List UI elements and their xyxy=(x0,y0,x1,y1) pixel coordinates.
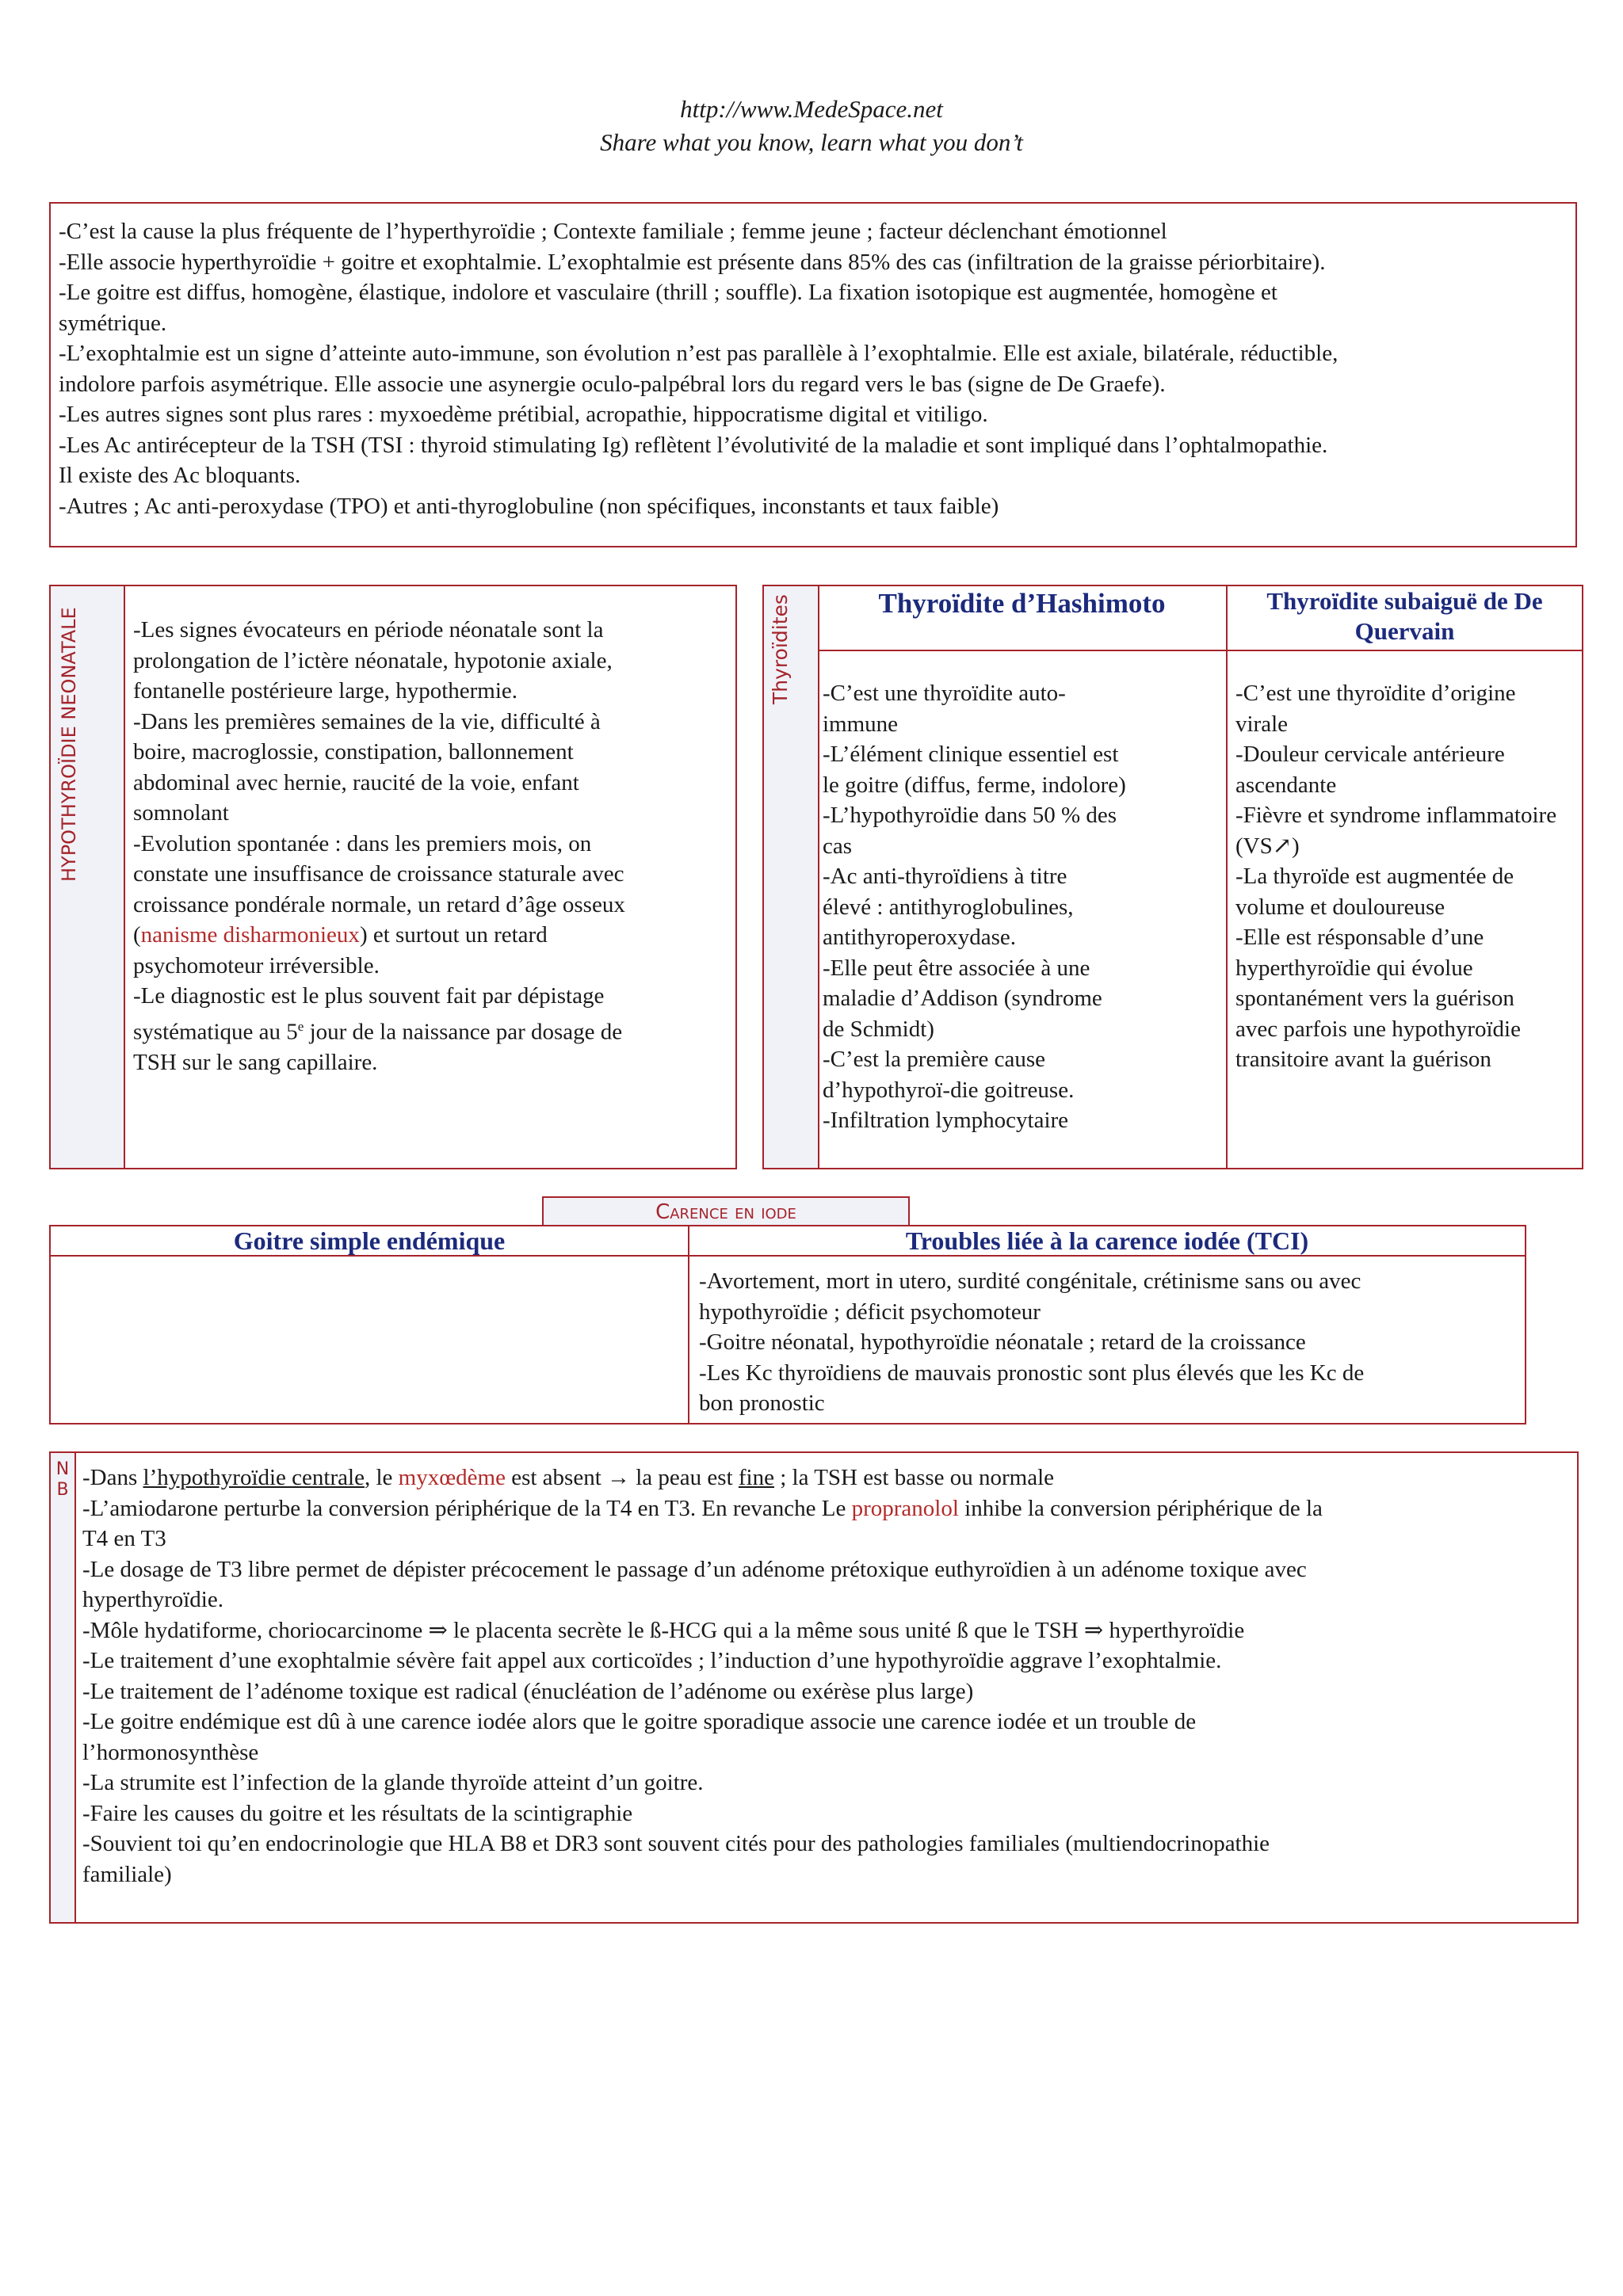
text-line xyxy=(133,920,735,951)
tci-header-cell xyxy=(689,1226,1525,1257)
nb-l2-a: -L’amiodarone perturbe la conversion périphérique de la T4 en T3. En revanche Le xyxy=(82,1495,852,1521)
header-url: http://www.MedeSpace.net xyxy=(680,95,943,123)
text-line: TSH sur le sang capillaire. xyxy=(133,1049,378,1075)
nb-label-b: B xyxy=(56,1480,69,1500)
text-line: -Douleur cervicale antérieure xyxy=(1235,742,1505,767)
text-line: symétrique. xyxy=(59,310,167,336)
text-line: -La thyroïde est augmentée de xyxy=(1235,864,1514,889)
text-line: -Le dosage de T3 libre permet de dépister précocement le passage d’un adénome prétoxique euthyroïdien à un adénome toxique avec xyxy=(82,1556,1307,1582)
text-line: -Le traitement de l’adénome toxique est radical (énucléation de l’adénome ou exérèse plus large) xyxy=(82,1678,974,1704)
quervain-title-line2: Quervain xyxy=(1354,617,1455,645)
quervain-content xyxy=(1235,678,1578,1075)
neonatal-label: HYPOTHYROÏDIE NEONATALE xyxy=(58,607,80,883)
hashimoto-content xyxy=(823,678,1223,1136)
neonatal-label-column xyxy=(51,586,125,1168)
paren-open: ( xyxy=(133,922,141,948)
text-line: le goitre (diffus, ferme, indolore) xyxy=(823,772,1126,798)
nb-content xyxy=(82,1463,1572,1890)
thyroidites-label: Thyroïdites xyxy=(769,594,792,705)
text-line: spontanément vers la guérison xyxy=(1235,986,1514,1011)
text-line: somnolant xyxy=(133,800,229,826)
text-line: -C’est la première cause xyxy=(823,1047,1045,1072)
line-5e-after: jour de la naissance par dosage de xyxy=(304,1019,623,1045)
text-line: -Avortement, mort in utero, surdité congénitale, crétinisme sans ou avec xyxy=(699,1268,1361,1294)
thyroidites-label-column xyxy=(764,586,819,1168)
nanisme-highlight: nanisme disharmonieux xyxy=(140,922,360,948)
text-line: T4 en T3 xyxy=(82,1526,166,1551)
nb-l1-d: ; la TSH est basse ou normale xyxy=(773,1465,1055,1490)
text-line: antithyroperoxydase. xyxy=(823,925,1017,950)
text-line: boire, macroglossie, constipation, ballonnement xyxy=(133,739,574,765)
text-line: -C’est une thyroïdite d’origine xyxy=(1235,681,1516,706)
text-line: -Elle est résponsable d’une xyxy=(1235,925,1484,950)
header-tagline: Share what you know, learn what you don’t xyxy=(600,128,1023,156)
quervain-header xyxy=(1228,586,1582,651)
neonatal-content xyxy=(133,615,735,1077)
text-line: Il existe des Ac bloquants. xyxy=(59,463,301,488)
text-line: élevé : antithyroglobulines, xyxy=(823,894,1074,920)
text-line: indolore parfois asymétrique. Elle associe une asynergie oculo-palpébral lors du regard vers le bas (signe de De Graefe). xyxy=(59,371,1166,397)
text-line: -Dans les premières semaines de la vie, difficulté à xyxy=(133,708,601,734)
text-line xyxy=(82,1493,1572,1524)
carence-title-box xyxy=(542,1196,910,1226)
text-line: familiale) xyxy=(82,1861,172,1887)
text-line: -Le goitre est diffus, homogène, élastique, indolore et vasculaire (thrill ; souffle). La fixation isotopique est augmentée, homogène et xyxy=(59,280,1277,305)
text-line: -Les autres signes sont plus rares : myxoedème prétibial, acropathie, hippocratisme digital et vitiligo. xyxy=(59,402,988,427)
text-line: -Fièvre et syndrome inflammatoire xyxy=(1235,803,1557,828)
tci-cell xyxy=(689,1257,1525,1423)
quervain-title-line1: Thyroïdite subaiguë de De xyxy=(1266,587,1543,615)
text-line: de Schmidt) xyxy=(823,1016,934,1042)
text-line: -Les Ac antirécepteur de la TSH (TSI : thyroid stimulating Ig) reflètent l’évolutivité de la maladie et sont impliqué dans l’ophtalmopathie. xyxy=(59,432,1328,458)
basedow-lines xyxy=(59,216,1568,521)
goitre-cell xyxy=(51,1257,689,1423)
nb-l1-a: -Dans xyxy=(82,1465,143,1490)
text-line: maladie d’Addison (syndrome xyxy=(823,986,1102,1011)
text-line: -C’est la cause la plus fréquente de l’hyperthyroïdie ; Contexte familiale ; femme jeune ; facteur déclenchant émotionnel xyxy=(59,219,1167,244)
text-line: immune xyxy=(823,711,899,737)
carence-table xyxy=(49,1225,1526,1425)
tci-header: Troubles liée à la carence iodée (TCI) xyxy=(905,1226,1309,1255)
text-line: volume et douloureuse xyxy=(1235,894,1445,920)
text-line: -Môle hydatiforme, choriocarcinome ⇒ le placenta secrète le ß-HCG qui a la même sous unité ß que le TSH ⇒ hyperthyroïdie xyxy=(82,1617,1245,1643)
nb-l2-b: inhibe la conversion périphérique de la xyxy=(958,1495,1323,1521)
text-line: -Elle associe hyperthyroïdie + goitre et exophtalmie. L’exophtalmie est présente dans 85% des cas (infiltration de la graisse périorbitaire). xyxy=(59,249,1326,275)
text-line: (VS↗) xyxy=(1235,833,1300,859)
text-line xyxy=(82,1463,1572,1493)
text-line: -Infiltration lymphocytaire xyxy=(823,1108,1069,1133)
text-line: -Autres ; Ac anti-peroxydase (TPO) et anti-thyroglobuline (non spécifiques, inconstants et taux faible) xyxy=(59,493,999,519)
hashimoto-column xyxy=(818,651,1228,1168)
text-line: -L’exophtalmie est un signe d’atteinte auto-immune, son évolution n’est pas parallèle à l’exophtalmie. Elle est axiale, bilatérale, réductible, xyxy=(59,341,1338,366)
text-line: abdominal avec hernie, raucité de la voie, enfant xyxy=(133,769,579,795)
basedow-box xyxy=(49,202,1577,547)
text-line: -Faire les causes du goitre et les résultats de la scintigraphie xyxy=(82,1800,633,1826)
text-line: prolongation de l’ictère néonatale, hypotonie axiale, xyxy=(133,647,613,673)
text-line: constate une insuffisance de croissance staturale avec xyxy=(133,861,624,887)
text-line: croissance pondérale normale, un retard d’âge osseux xyxy=(133,891,625,917)
myxoedeme-highlight: myxœdème xyxy=(398,1465,506,1490)
hashimoto-header xyxy=(818,586,1228,651)
tci-content xyxy=(699,1266,1520,1419)
text-line: -C’est une thyroïdite auto- xyxy=(823,681,1066,706)
text-line: -Les Kc thyroïdiens de mauvais pronostic sont plus élevés que les Kc de xyxy=(699,1360,1365,1386)
line-5e-before: systématique au 5 xyxy=(133,1019,298,1045)
goitre-header: Goitre simple endémique xyxy=(233,1226,506,1255)
text-line: ascendante xyxy=(1235,772,1337,798)
text-line: transitoire avant la guérison xyxy=(1235,1047,1491,1072)
text-line: -Evolution spontanée : dans les premiers mois, on xyxy=(133,830,592,856)
text-line: cas xyxy=(823,833,853,859)
nb-box xyxy=(49,1451,1579,1924)
after-nanisme: ) et surtout un retard xyxy=(359,922,548,948)
text-line: fontanelle postérieure large, hypothermie. xyxy=(133,678,518,704)
nb-l1-c: est absent → la peau est xyxy=(505,1465,739,1490)
text-line: -Le goitre endémique est dû à une carence iodée alors que le goitre sporadique associe une carence iodée et un trouble de xyxy=(82,1709,1197,1734)
nb-label-column xyxy=(51,1453,76,1922)
carence-title: Carence en iode xyxy=(655,1200,796,1224)
text-line: avec parfois une hypothyroïdie xyxy=(1235,1016,1521,1042)
text-line: hyperthyroïdie qui évolue xyxy=(1235,955,1473,981)
text-line: -Ac anti-thyroïdiens à titre xyxy=(823,864,1067,889)
neonatal-box xyxy=(49,585,737,1169)
text-line: -Les signes évocateurs en période néonatale sont la xyxy=(133,617,604,643)
hashimoto-title: Thyroïdite d’Hashimoto xyxy=(878,588,1166,619)
text-line: -Goitre néonatal, hypothyroïdie néonatale ; retard de la croissance xyxy=(699,1329,1306,1355)
hypothyroidie-centrale: l’hypothyroïdie centrale xyxy=(143,1465,365,1490)
text-line: d’hypothyroï-die goitreuse. xyxy=(823,1077,1075,1103)
text-line: -Le diagnostic est le plus souvent fait par dépistage xyxy=(133,983,605,1009)
propranolol-highlight: propranolol xyxy=(851,1495,959,1521)
text-line: -Souvient toi qu’en endocrinologie que HLA B8 et DR3 sont souvent cités pour des pathologies familiales (multiendocrinopathie xyxy=(82,1831,1270,1856)
text-line: bon pronostic xyxy=(699,1390,825,1416)
text-line: -Le traitement d’une exophtalmie sévère fait appel aux corticoïdes ; l’induction d’une hypothyroïdie aggrave l’exophtalmie. xyxy=(82,1648,1222,1673)
text-line: -L’élément clinique essentiel est xyxy=(823,742,1119,767)
superscript-e: e xyxy=(297,1018,304,1034)
text-line: l’hormonosynthèse xyxy=(82,1739,259,1765)
nb-label-n: N xyxy=(55,1459,70,1479)
thyroidites-box xyxy=(762,585,1583,1169)
text-line xyxy=(133,1012,735,1047)
text-line: -L’hypothyroïdie dans 50 % des xyxy=(823,803,1117,828)
text-line: virale xyxy=(1235,711,1289,737)
text-line: hyperthyroïdie. xyxy=(82,1587,223,1612)
text-line: psychomoteur irréversible. xyxy=(133,952,380,978)
goitre-header-cell xyxy=(51,1226,689,1257)
text-line: -La strumite est l’infection de la glande thyroïde atteint d’un goitre. xyxy=(82,1770,704,1795)
page-header xyxy=(0,95,1623,157)
text-line: -Elle peut être associée à une xyxy=(823,955,1090,981)
quervain-column xyxy=(1228,651,1582,1168)
nb-l1-b: , le xyxy=(364,1465,399,1490)
fine-underlined: fine xyxy=(738,1465,774,1490)
text-line: hypothyroïdie ; déficit psychomoteur xyxy=(699,1299,1041,1325)
